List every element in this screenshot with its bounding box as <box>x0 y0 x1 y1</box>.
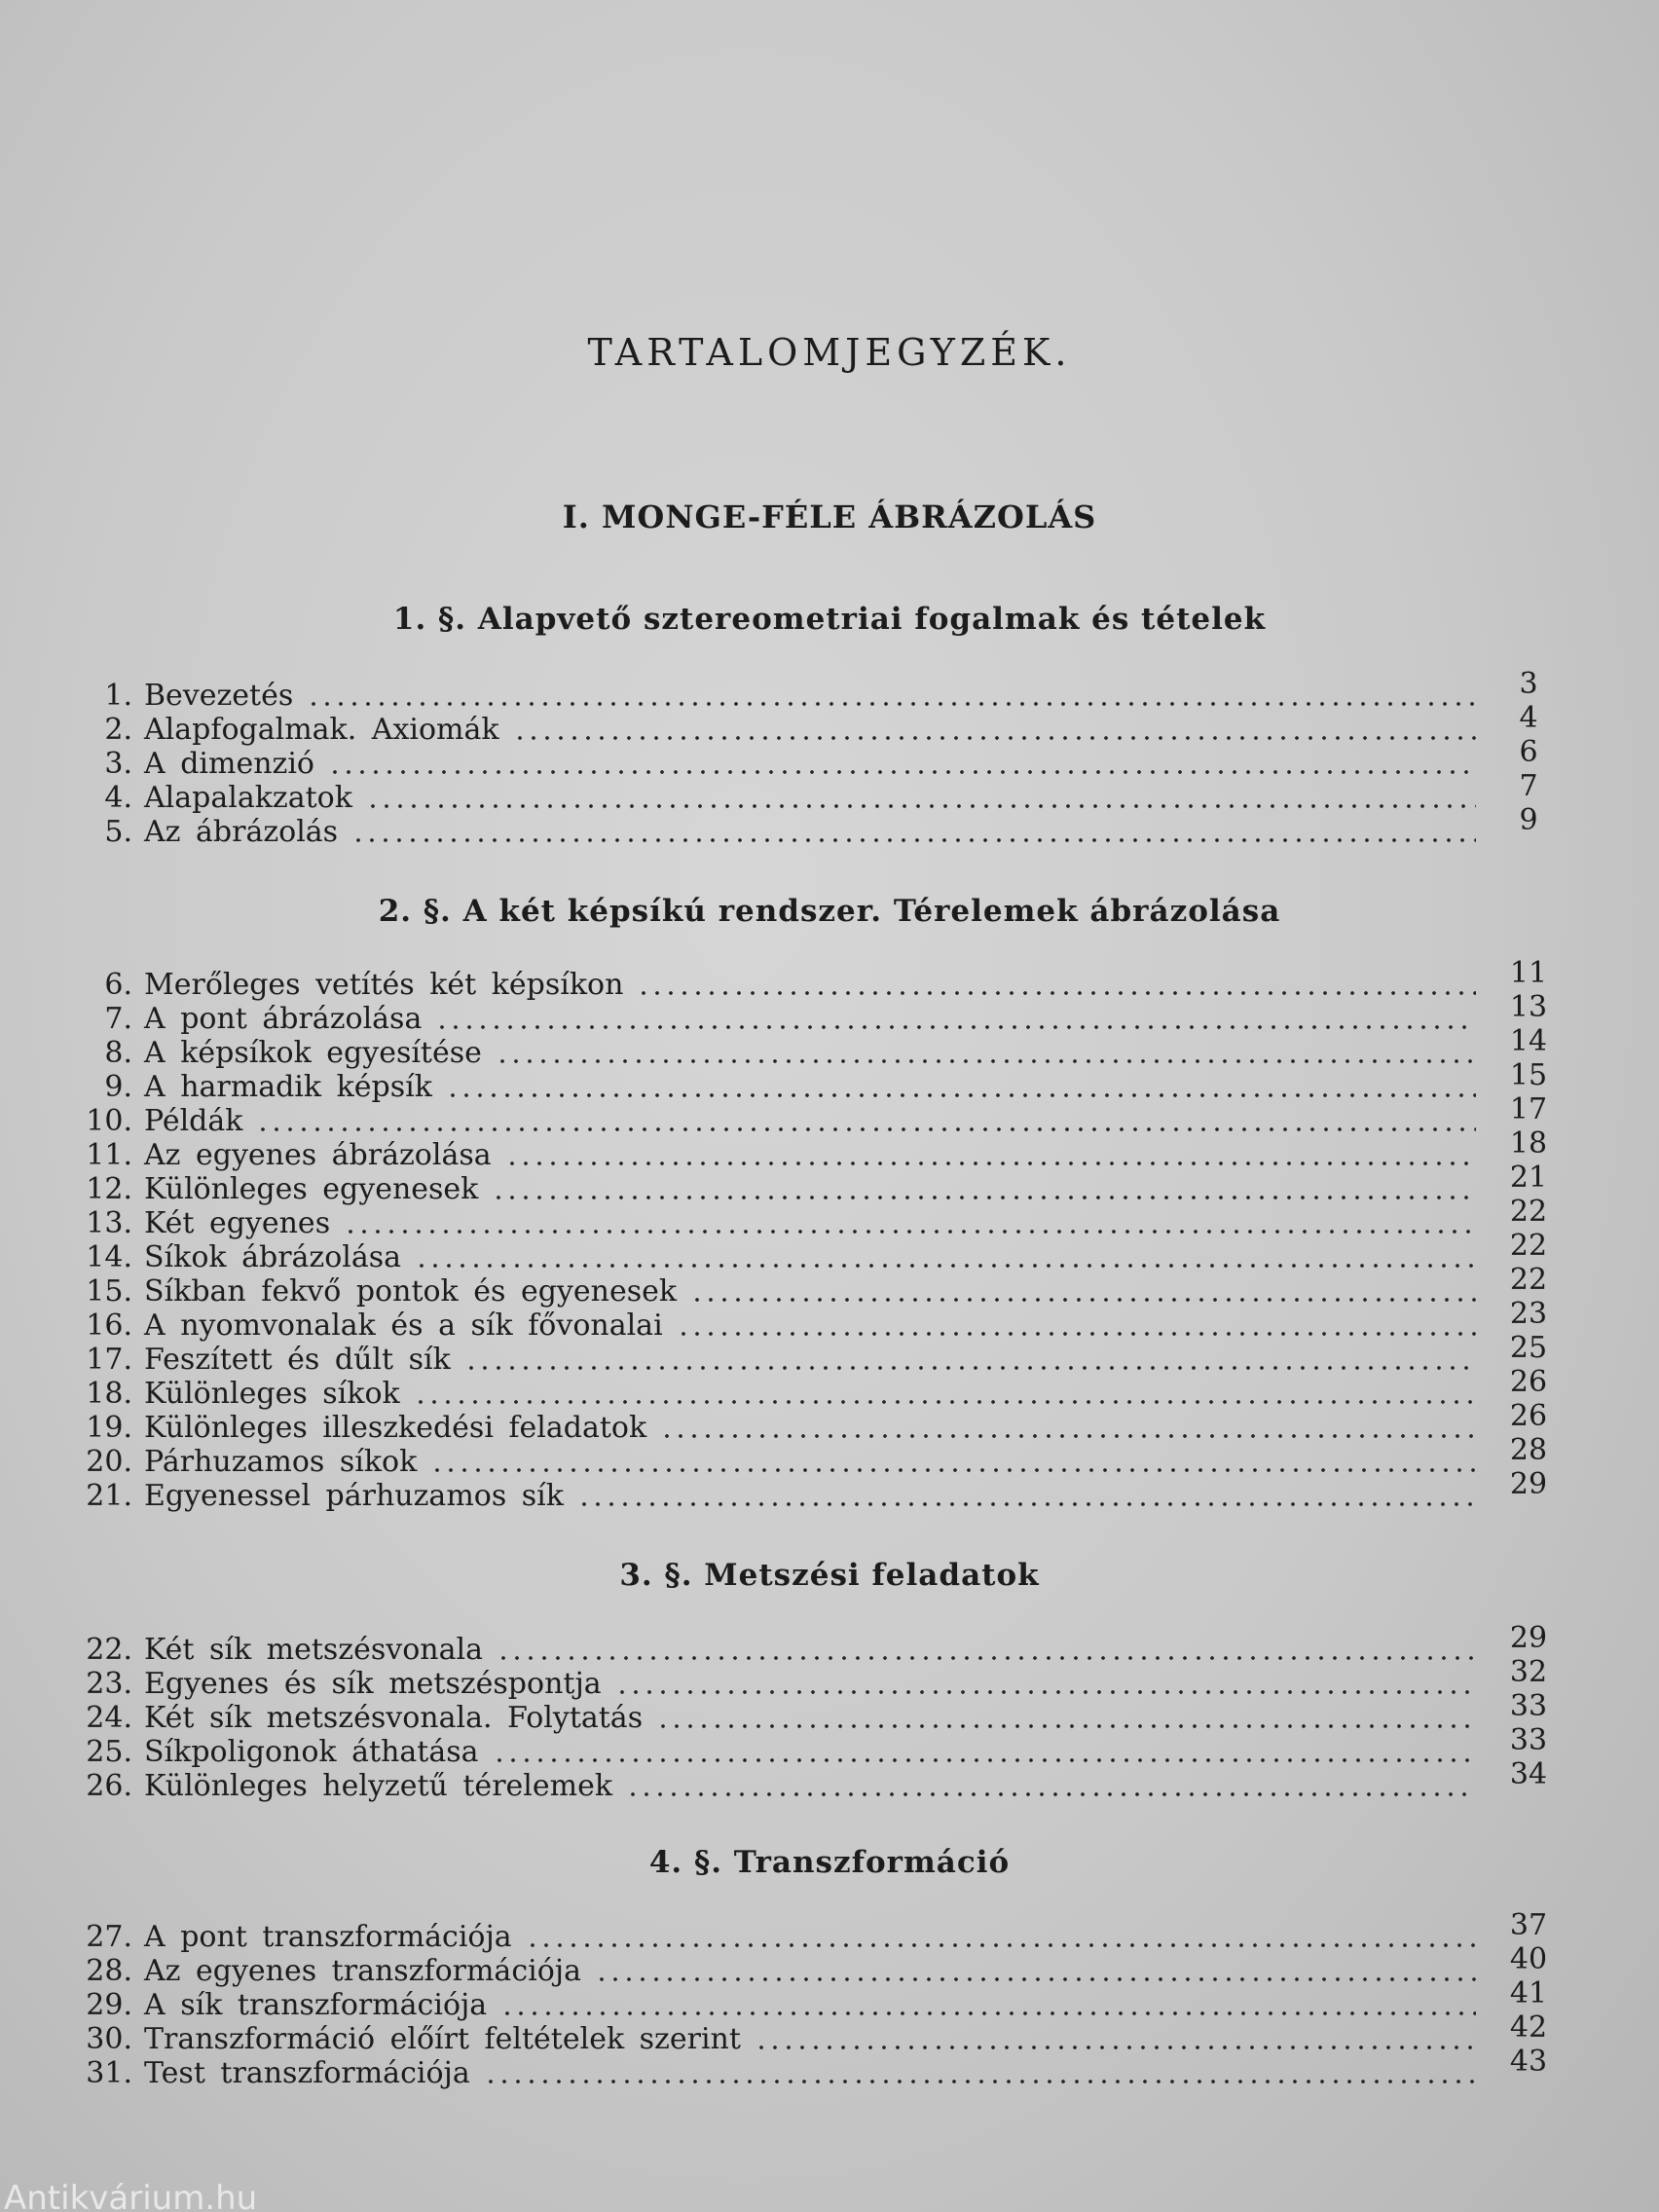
entry-label: Különleges egyenesek <box>144 1172 479 1206</box>
entry-number: 3. <box>104 747 132 781</box>
entry-number: 15. <box>86 1274 132 1309</box>
entry-page: 37 <box>1509 1908 1548 1942</box>
dot-leader <box>464 1366 1476 1370</box>
entry-number: 10. <box>86 1104 132 1138</box>
dot-leader <box>656 1724 1476 1728</box>
dot-leader <box>256 1127 1476 1131</box>
dot-leader <box>492 1196 1476 1199</box>
entry-page: 3 <box>1519 667 1538 701</box>
section-heading-1: 1. §. Alapvető sztereometriai fogalmak és tételek <box>392 602 1267 637</box>
entry-number: 29. <box>86 1988 132 2022</box>
entry-label: Különleges helyzetű térelemek <box>144 1769 613 1803</box>
entry-page: 22 <box>1509 1195 1548 1229</box>
entry-number: 19. <box>86 1411 132 1445</box>
entry-number: 5. <box>104 815 132 849</box>
entry-page: 29 <box>1509 1621 1548 1655</box>
entry-label: Transzformáció előírt feltételek szerint <box>144 2022 741 2056</box>
toc-entry <box>78 1263 1567 1309</box>
dot-leader <box>415 1264 1476 1268</box>
entry-number: 18. <box>86 1377 132 1411</box>
entry-label: A dimenzió <box>144 747 314 781</box>
dot-leader <box>626 1792 1476 1796</box>
toc-entry <box>78 956 1567 1002</box>
section-4-entries <box>78 1908 1567 2090</box>
toc-entry <box>78 1433 1567 1479</box>
toc-entry <box>78 803 1567 849</box>
toc-entry <box>78 1331 1567 1377</box>
entry-number: 17. <box>86 1343 132 1377</box>
entry-number: 25. <box>86 1735 132 1769</box>
dot-leader <box>414 1400 1476 1404</box>
toc-entry <box>78 1621 1567 1667</box>
entry-page: 40 <box>1509 1942 1548 1976</box>
entry-number: 21. <box>86 1479 132 1513</box>
entry-number: 11. <box>86 1138 132 1172</box>
entry-number: 26. <box>86 1769 132 1803</box>
entry-number: 14. <box>86 1240 132 1274</box>
entry-number: 8. <box>104 1036 132 1070</box>
entry-page: 17 <box>1509 1092 1548 1126</box>
toc-entry <box>78 1399 1567 1445</box>
entry-number: 24. <box>86 1701 132 1735</box>
entry-number: 28. <box>86 1954 132 1988</box>
entry-label: Síkban fekvő pontok és egyenesek <box>144 1274 678 1309</box>
entry-label: Test transzformációja <box>144 2056 470 2090</box>
entry-label: A nyomvonalak és a sík fővonalai <box>144 1309 663 1343</box>
entry-page: 6 <box>1519 735 1538 769</box>
entry-page: 26 <box>1509 1365 1548 1399</box>
entry-page: 32 <box>1509 1655 1548 1689</box>
entry-page: 21 <box>1509 1161 1548 1195</box>
toc-entry <box>78 2010 1567 2056</box>
entry-page: 15 <box>1509 1058 1548 1092</box>
dot-leader <box>637 991 1476 995</box>
toc-entry <box>78 735 1567 781</box>
section-1-entries <box>78 667 1567 849</box>
entry-label: A sík transzformációja <box>144 1988 488 2022</box>
entry-number: 9. <box>104 1070 132 1104</box>
dot-leader <box>484 2080 1476 2083</box>
toc-entry <box>78 1757 1567 1803</box>
dot-leader <box>595 1977 1476 1981</box>
entry-number: 27. <box>86 1920 132 1954</box>
section-heading-4: 4. §. Transzformáció <box>648 1845 1011 1880</box>
entry-page: 22 <box>1509 1229 1548 1263</box>
dot-leader <box>497 1656 1476 1660</box>
entry-label: Az egyenes ábrázolása <box>144 1138 492 1172</box>
entry-label: Különleges síkok <box>144 1377 400 1411</box>
dot-leader <box>493 1758 1476 1762</box>
watermark-text: Antikvárium.hu <box>4 2179 258 2212</box>
entry-label: A képsíkok egyesítése <box>144 1036 482 1070</box>
toc-entry <box>78 1467 1567 1513</box>
toc-entry <box>78 1229 1567 1274</box>
entry-label: Két sík metszésvonala <box>144 1633 483 1667</box>
dot-leader <box>677 1332 1476 1336</box>
entry-label: Párhuzamos síkok <box>144 1445 418 1479</box>
entry-label: A harmadik képsík <box>144 1070 432 1104</box>
entry-label: Az egyenes transzformációja <box>144 1954 581 1988</box>
entry-label: Példák <box>144 1104 243 1138</box>
section-heading-2: 2. §. A két képsíkú rendszer. Térelemek ábrázolása <box>378 894 1281 929</box>
entry-label: A pont transzformációja <box>144 1920 512 1954</box>
toc-entry <box>78 990 1567 1036</box>
section-3-entries <box>78 1621 1567 1803</box>
section-heading-3: 3. §. Metszési feladatok <box>619 1558 1040 1593</box>
entry-page: 43 <box>1509 2045 1548 2079</box>
entry-label: Egyenessel párhuzamos sík <box>144 1479 564 1513</box>
entry-label: Bevezetés <box>144 679 294 713</box>
entry-number: 16. <box>86 1309 132 1343</box>
entry-number: 22. <box>86 1633 132 1667</box>
toc-entry <box>78 1092 1567 1138</box>
dot-leader <box>505 1161 1476 1165</box>
dot-leader <box>446 1093 1476 1097</box>
dot-leader <box>577 1502 1476 1506</box>
entry-number: 6. <box>104 968 132 1002</box>
entry-label: Síkpoligonok áthatása <box>144 1735 479 1769</box>
entry-label: Egyenes és sík metszéspontja <box>144 1667 602 1701</box>
toc-entry <box>78 1297 1567 1343</box>
entry-number: 23. <box>86 1667 132 1701</box>
entry-page: 13 <box>1509 990 1548 1024</box>
entry-label: Két egyenes <box>144 1206 331 1240</box>
toc-entry <box>78 1655 1567 1701</box>
toc-entry <box>78 667 1567 713</box>
dot-leader <box>351 838 1476 842</box>
entry-label: Merőleges vetítés két képsíkon <box>144 968 624 1002</box>
dot-leader <box>307 702 1476 706</box>
entry-page: 9 <box>1519 803 1538 837</box>
toc-entry <box>78 1976 1567 2022</box>
entry-page: 4 <box>1519 701 1538 735</box>
entry-page: 23 <box>1509 1297 1548 1331</box>
entry-page: 22 <box>1509 1263 1548 1297</box>
dot-leader <box>344 1230 1476 1234</box>
entry-number: 30. <box>86 2022 132 2056</box>
dot-leader <box>366 804 1476 808</box>
entry-page: 18 <box>1509 1126 1548 1161</box>
entry-page: 34 <box>1509 1757 1548 1791</box>
dot-leader <box>690 1298 1476 1302</box>
entry-number: 12. <box>86 1172 132 1206</box>
toc-entry <box>78 701 1567 747</box>
dot-leader <box>526 1943 1476 1947</box>
toc-entry <box>78 1024 1567 1070</box>
dot-leader <box>500 2011 1476 2015</box>
toc-entry <box>78 769 1567 815</box>
toc-entry <box>78 1942 1567 1988</box>
entry-page: 26 <box>1509 1399 1548 1433</box>
entry-page: 42 <box>1509 2010 1548 2045</box>
dot-leader <box>660 1434 1476 1438</box>
page-title: TARTALOMJEGYZÉK. <box>587 331 1072 374</box>
entry-label: Síkok ábrázolása <box>144 1240 402 1274</box>
toc-entry <box>78 1161 1567 1206</box>
dot-leader <box>496 1059 1476 1063</box>
entry-number: 7. <box>104 1002 132 1036</box>
toc-entry <box>78 1195 1567 1240</box>
entry-number: 20. <box>86 1445 132 1479</box>
toc-entry <box>78 2045 1567 2090</box>
toc-entry <box>78 1126 1567 1172</box>
toc-entry <box>78 1689 1567 1735</box>
entry-page: 29 <box>1509 1467 1548 1501</box>
entry-number: 13. <box>86 1206 132 1240</box>
entry-label: Két sík metszésvonala. Folytatás <box>144 1701 644 1735</box>
entry-label: Alapfogalmak. Axiomák <box>144 713 499 747</box>
entry-number: 31. <box>86 2056 132 2090</box>
entry-number: 1. <box>104 679 132 713</box>
dot-leader <box>513 736 1476 740</box>
entry-page: 33 <box>1509 1723 1548 1757</box>
toc-entry <box>78 1908 1567 1954</box>
dot-leader <box>755 2046 1476 2049</box>
entry-page: 14 <box>1509 1024 1548 1058</box>
entry-label: Különleges illeszkedési feladatok <box>144 1411 647 1445</box>
entry-page: 33 <box>1509 1689 1548 1723</box>
entry-page: 41 <box>1509 1976 1548 2010</box>
entry-number: 2. <box>104 713 132 747</box>
toc-entry <box>78 1058 1567 1104</box>
entry-page: 7 <box>1519 769 1538 803</box>
toc-entry <box>78 1365 1567 1411</box>
entry-label: Alapalakzatok <box>144 781 352 815</box>
dot-leader <box>615 1690 1476 1694</box>
entry-label: A pont ábrázolása <box>144 1002 423 1036</box>
dot-leader <box>435 1025 1476 1029</box>
entry-label: Feszített és dűlt sík <box>144 1343 451 1377</box>
entry-number: 4. <box>104 781 132 815</box>
toc-entry <box>78 1723 1567 1769</box>
entry-page: 28 <box>1509 1433 1548 1467</box>
entry-page: 25 <box>1509 1331 1548 1365</box>
section-2-entries <box>78 956 1567 1513</box>
entry-page: 11 <box>1509 956 1548 990</box>
entry-label: Az ábrázolás <box>144 815 339 849</box>
dot-leader <box>430 1468 1476 1472</box>
dot-leader <box>328 770 1476 774</box>
part-title: I. MONGE-FÉLE ÁBRÁZOLÁS <box>562 498 1097 535</box>
